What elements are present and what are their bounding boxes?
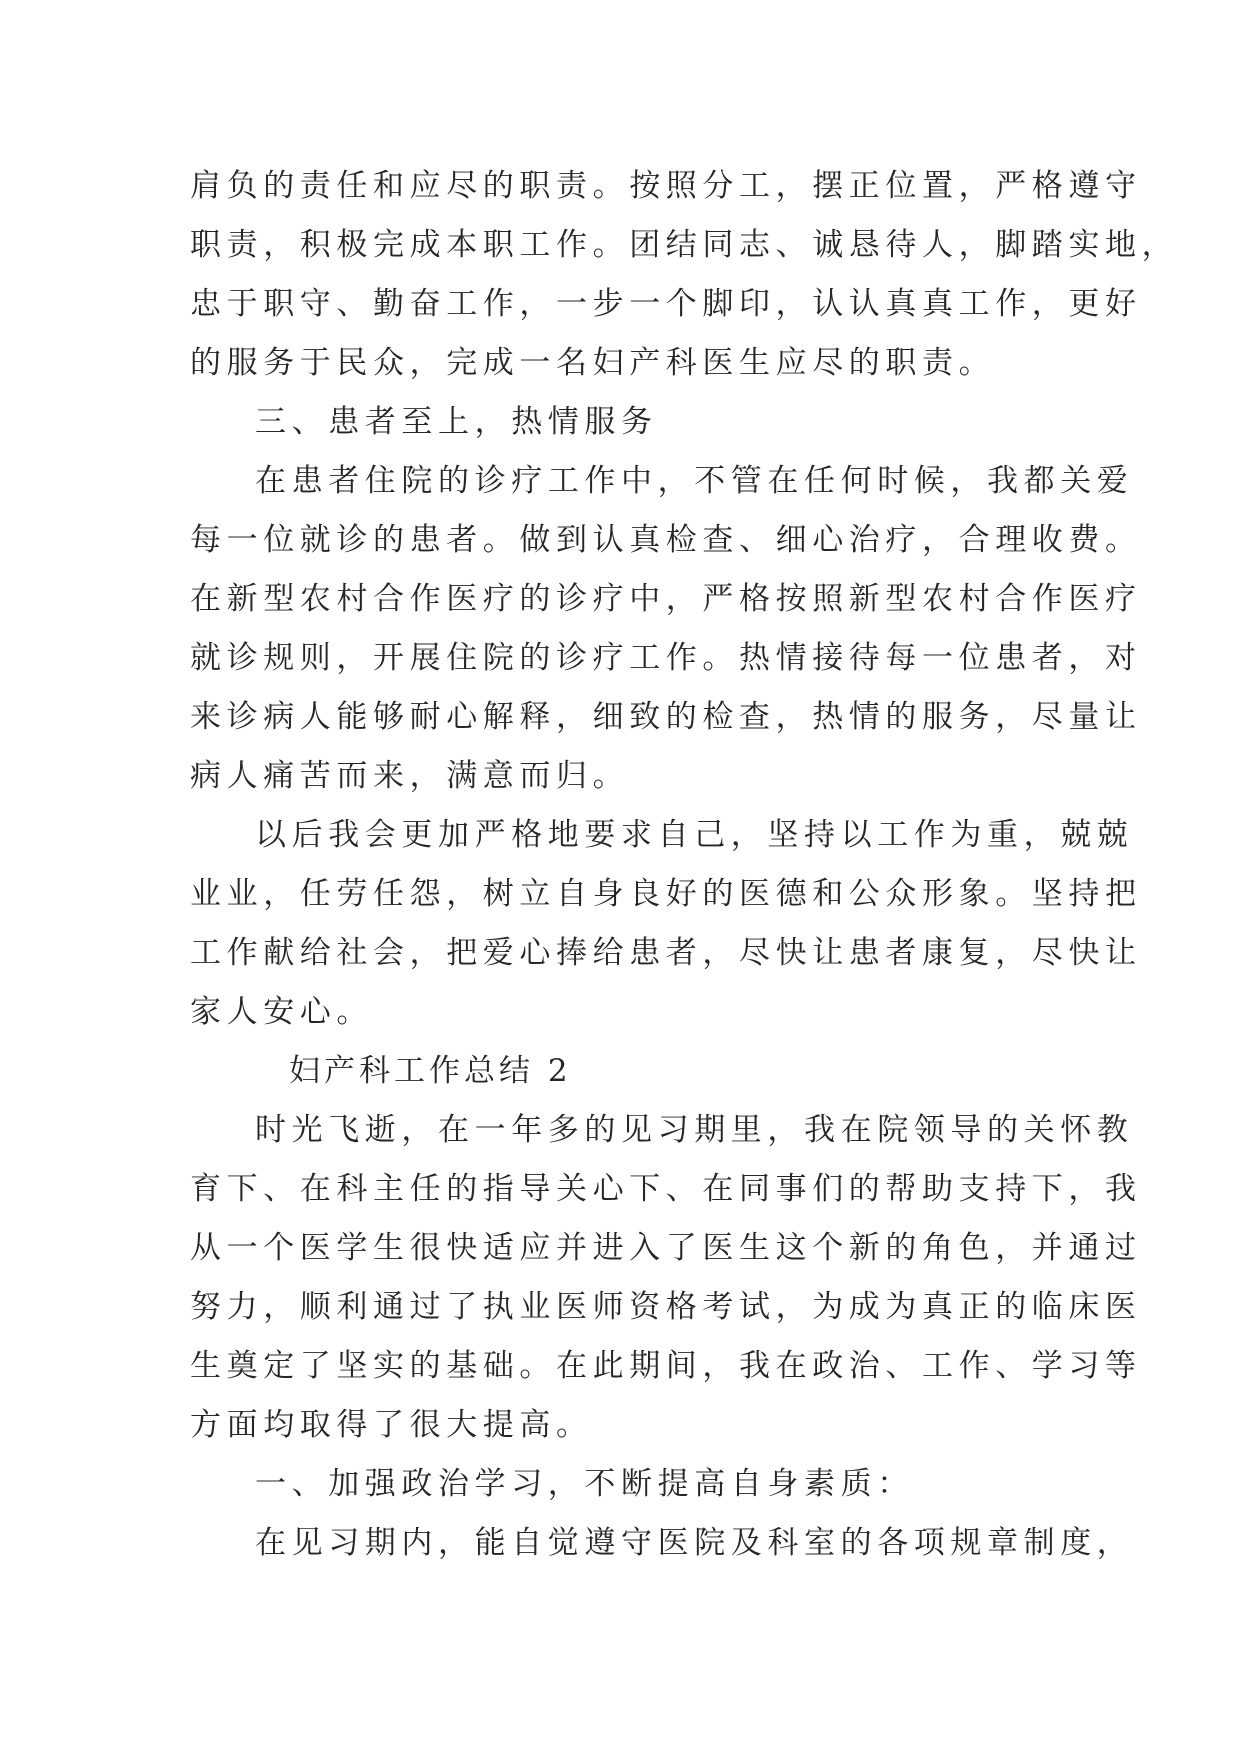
- paragraph-line: 职责，积极完成本职工作。团结同志、诚恳待人，脚踏实地，: [190, 227, 1179, 263]
- paragraph-line: 工作献给社会，把爱心捧给患者，尽快让患者康复，尽快让: [190, 935, 1142, 971]
- paragraph-line: 来诊病人能够耐心解释，细致的检查，热情的服务，尽量让: [190, 699, 1142, 735]
- paragraph-line: 生奠定了坚实的基础。在此期间，我在政治、工作、学习等: [190, 1348, 1142, 1384]
- paragraph-line: 在患者住院的诊疗工作中，不管在任何时候，我都关爱: [255, 463, 1134, 499]
- section-heading: 一、加强政治学习，不断提高自身素质：: [255, 1466, 914, 1502]
- paragraph-line: 时光飞逝，在一年多的见习期里，我在院领导的关怀教: [255, 1112, 1134, 1148]
- paragraph-line: 以后我会更加严格地要求自己，坚持以工作为重，兢兢: [255, 817, 1134, 853]
- paragraph-line: 业业，任劳任怨，树立自身良好的医德和公众形象。坚持把: [190, 876, 1142, 912]
- paragraph-line: 育下、在科主任的指导关心下、在同事们的帮助支持下，我: [190, 1171, 1142, 1207]
- paragraph-line: 方面均取得了很大提高。: [190, 1407, 593, 1443]
- paragraph-line: 肩负的责任和应尽的职责。按照分工，摆正位置，严格遵守: [190, 168, 1142, 204]
- paragraph-line: 每一位就诊的患者。做到认真检查、细心治疗，合理收费。: [190, 522, 1142, 558]
- paragraph-line: 在新型农村合作医疗的诊疗中，严格按照新型农村合作医疗: [190, 581, 1142, 617]
- paragraph-line: 的服务于民众，完成一名妇产科医生应尽的职责。: [190, 345, 996, 381]
- paragraph-line: 就诊规则，开展住院的诊疗工作。热情接待每一位患者，对: [190, 640, 1142, 676]
- paragraph-line: 努力，顺利通过了执业医师资格考试，为成为真正的临床医: [190, 1289, 1142, 1325]
- paragraph-line: 病人痛苦而来，满意而归。: [190, 758, 630, 794]
- paragraph-line: 家人安心。: [190, 994, 373, 1030]
- paragraph-line: 从一个医学生很快适应并进入了医生这个新的角色，并通过: [190, 1230, 1142, 1266]
- paragraph-line: 在见习期内，能自觉遵守医院及科室的各项规章制度，: [255, 1525, 1134, 1561]
- paragraph-line: 忠于职守、勤奋工作，一步一个脚印，认认真真工作，更好: [190, 286, 1142, 322]
- section-heading: 三、患者至上，热情服务: [255, 404, 658, 440]
- document-title: 妇产科工作总结 2: [289, 1053, 572, 1089]
